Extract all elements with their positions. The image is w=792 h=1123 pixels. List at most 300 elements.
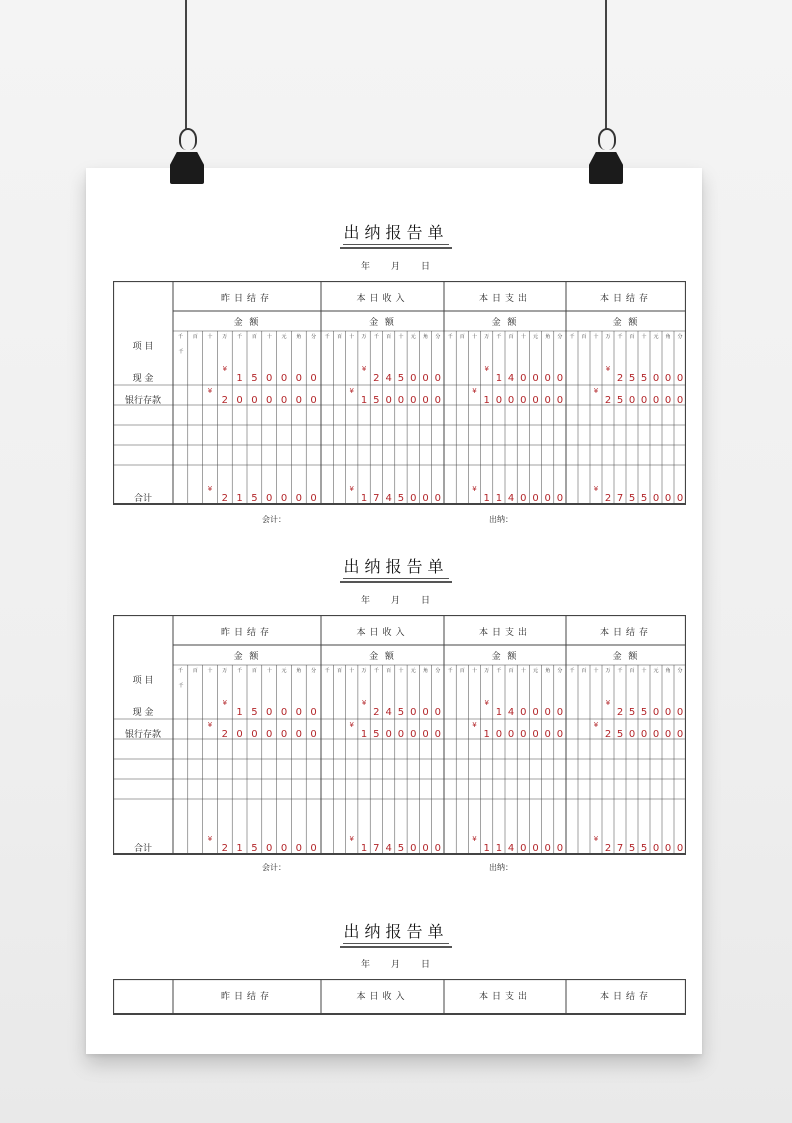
amount-digit: 0 <box>280 373 288 384</box>
amount-digit: 0 <box>495 395 503 406</box>
amount-digit: 0 <box>422 493 429 504</box>
report-table-grid <box>113 615 686 855</box>
amount-digit: 7 <box>616 843 624 854</box>
digit-header: 千 <box>177 668 183 674</box>
amount-digit: 0 <box>640 395 648 406</box>
section-header: 昨日结存 <box>220 992 274 1002</box>
amount-digit: 0 <box>556 729 564 740</box>
amount-digit: 0 <box>310 493 317 504</box>
amount-digit: 0 <box>520 707 527 718</box>
amount-digit: 5 <box>628 707 636 718</box>
amount-digit: 5 <box>397 373 405 384</box>
digit-header: 分 <box>557 334 563 340</box>
amount-label: 金 额 <box>233 318 261 328</box>
amount-digit: 1 <box>236 373 243 384</box>
currency-symbol: ¥ <box>349 387 354 395</box>
amount-digit: 0 <box>664 395 672 406</box>
amount-digit: 0 <box>310 843 317 854</box>
currency-symbol: ¥ <box>593 835 599 843</box>
amount-digit: 5 <box>373 395 380 406</box>
amount-digit: 0 <box>507 729 515 740</box>
digit-header: 十 <box>398 668 404 674</box>
report-table-header <box>113 979 686 1015</box>
digit-header: 分 <box>677 334 683 340</box>
report-table <box>113 281 686 505</box>
amount-digit: 4 <box>385 493 392 504</box>
amount-digit: 0 <box>266 373 273 384</box>
digit-header: 角 <box>665 668 671 674</box>
amount-digit: 2 <box>604 395 612 406</box>
digit-header: 千 <box>569 334 575 340</box>
amount-digit: 1 <box>495 707 503 718</box>
digit-header: 万 <box>361 334 367 340</box>
amount-digit: 5 <box>616 729 624 740</box>
amount-label: 金 额 <box>369 318 396 328</box>
amount-digit: 0 <box>556 843 564 854</box>
currency-symbol: ¥ <box>349 485 354 493</box>
digit-header: 十 <box>641 668 647 674</box>
amount-digit: 0 <box>251 729 258 740</box>
amount-digit: 1 <box>236 493 243 504</box>
amount-digit: 5 <box>373 729 380 740</box>
currency-symbol: ¥ <box>593 485 599 493</box>
amount-digit: 4 <box>385 843 392 854</box>
row-label: 现 金 <box>132 708 154 718</box>
amount-digit: 4 <box>507 493 515 504</box>
amount-digit: 5 <box>251 373 258 384</box>
amount-digit: 0 <box>676 707 684 718</box>
digit-header: 百 <box>251 668 257 674</box>
amount-digit: 0 <box>310 707 317 718</box>
form-date: 年 月 日 <box>360 596 432 606</box>
digit-header: 千 <box>496 334 502 340</box>
amount-digit: 0 <box>532 729 539 740</box>
cashier-label: 出纳： <box>489 515 513 524</box>
digit-header: 十 <box>266 334 272 340</box>
digit-header: 十 <box>520 334 526 340</box>
amount-digit: 0 <box>422 729 429 740</box>
digit-header: 十 <box>207 668 213 674</box>
currency-symbol: ¥ <box>593 721 599 729</box>
amount-digit: 1 <box>360 493 368 504</box>
accountant-label: 会计： <box>262 515 286 524</box>
digit-header: 分 <box>557 668 563 674</box>
digit-header: 万 <box>605 334 611 340</box>
digit-header: 十 <box>593 334 599 340</box>
digit-header: 分 <box>311 668 317 674</box>
digit-header: 十 <box>641 334 647 340</box>
section-header: 昨日结存 <box>220 294 274 304</box>
amount-digit: 2 <box>604 493 612 504</box>
digit-header: 万 <box>222 668 228 674</box>
amount-digit: 5 <box>616 395 624 406</box>
form-date: 年 月 日 <box>360 960 432 970</box>
row-label: 合计 <box>133 844 153 854</box>
currency-symbol: ¥ <box>222 699 228 707</box>
digit-header: 百 <box>459 668 465 674</box>
digit-header: 角 <box>423 668 429 674</box>
form-title: 出纳报告单 <box>0 554 792 583</box>
amount-digit: 0 <box>280 493 288 504</box>
digit-header: 元 <box>410 334 416 340</box>
amount-digit: 0 <box>544 707 551 718</box>
amount-digit: 0 <box>544 373 551 384</box>
digit-header: 万 <box>484 334 490 340</box>
amount-digit: 0 <box>532 707 539 718</box>
digit-header: 角 <box>296 668 302 674</box>
amount-digit: 0 <box>236 729 243 740</box>
item-header: 项 目 <box>132 676 154 686</box>
amount-digit: 1 <box>495 843 503 854</box>
amount-digit: 2 <box>221 395 228 406</box>
digit-header: 十 <box>349 334 355 340</box>
amount-digit: 0 <box>410 707 417 718</box>
hanging-wire-right <box>605 0 607 130</box>
amount-digit: 5 <box>628 493 636 504</box>
amount-digit: 0 <box>532 843 539 854</box>
digit-header: 百 <box>192 334 198 340</box>
amount-digit: 0 <box>385 395 392 406</box>
amount-digit: 0 <box>236 395 243 406</box>
amount-digit: 1 <box>483 843 490 854</box>
amount-digit: 0 <box>385 729 392 740</box>
amount-digit: 2 <box>373 373 380 384</box>
amount-digit: 5 <box>628 843 636 854</box>
row-label: 银行存款 <box>124 396 162 406</box>
amount-digit: 0 <box>280 843 288 854</box>
digit-header: 十 <box>520 668 526 674</box>
digit-header: 万 <box>361 668 367 674</box>
amount-digit: 2 <box>604 843 612 854</box>
amount-digit: 0 <box>520 493 527 504</box>
currency-symbol: ¥ <box>207 835 213 843</box>
cashier-label: 出纳： <box>489 863 513 872</box>
section-header: 本日支出 <box>478 992 532 1002</box>
amount-digit: 0 <box>520 373 527 384</box>
amount-label: 金 额 <box>612 652 640 662</box>
amount-digit: 1 <box>483 395 490 406</box>
amount-digit: 0 <box>434 707 442 718</box>
digit-header: 千 <box>324 334 330 340</box>
amount-digit: 0 <box>310 729 317 740</box>
hanging-wire-left <box>185 0 187 130</box>
digit-header: 千 <box>237 334 243 340</box>
binder-clip-right <box>589 128 623 186</box>
digit-header: 分 <box>435 668 441 674</box>
form-title: 出纳报告单 <box>0 220 792 249</box>
amount-digit: 0 <box>422 707 429 718</box>
amount-digit: 2 <box>616 707 624 718</box>
section-header: 昨日结存 <box>220 628 274 638</box>
row-label: 合计 <box>133 494 153 504</box>
amount-digit: 0 <box>434 373 442 384</box>
amount-digit: 5 <box>640 373 648 384</box>
amount-digit: 0 <box>628 729 636 740</box>
amount-digit: 0 <box>676 493 684 504</box>
amount-digit: 2 <box>616 373 624 384</box>
digit-header: 千 <box>373 668 379 674</box>
section-header: 本日收入 <box>356 294 409 304</box>
digit-header: 千 <box>177 334 183 340</box>
digit-header: 百 <box>508 334 514 340</box>
amount-digit: 0 <box>664 373 672 384</box>
amount-digit: 1 <box>360 395 368 406</box>
amount-digit: 5 <box>251 493 258 504</box>
row-label: 银行存款 <box>124 730 162 740</box>
section-header: 本日支出 <box>478 628 532 638</box>
currency-symbol: ¥ <box>207 485 213 493</box>
currency-symbol: ¥ <box>605 365 611 373</box>
amount-digit: 2 <box>221 493 228 504</box>
section-header: 本日收入 <box>356 628 409 638</box>
amount-digit: 0 <box>520 395 527 406</box>
digit-header: 千 <box>569 668 575 674</box>
amount-digit: 0 <box>434 395 442 406</box>
amount-digit: 0 <box>676 373 684 384</box>
amount-digit: 0 <box>544 843 551 854</box>
amount-digit: 4 <box>507 373 515 384</box>
currency-symbol: ¥ <box>472 387 477 395</box>
amount-digit: 4 <box>385 707 392 718</box>
amount-digit: 0 <box>652 395 660 406</box>
amount-digit: 0 <box>410 729 417 740</box>
digit-header: 元 <box>653 334 659 340</box>
digit-header: 百 <box>459 334 465 340</box>
digit-header: 元 <box>532 668 539 674</box>
row-label: 现 金 <box>132 374 154 384</box>
amount-digit: 0 <box>410 373 417 384</box>
amount-digit: 0 <box>556 395 564 406</box>
amount-digit: 7 <box>616 493 624 504</box>
digit-header: 千 <box>237 668 243 674</box>
currency-symbol: ¥ <box>605 699 611 707</box>
amount-label: 金 额 <box>491 652 519 662</box>
digit-header: 百 <box>629 668 635 674</box>
amount-digit: 0 <box>295 707 302 718</box>
amount-digit: 0 <box>295 843 302 854</box>
digit-header: 百 <box>508 668 514 674</box>
digit-header: 百 <box>581 334 587 340</box>
amount-digit: 0 <box>434 493 442 504</box>
amount-digit: 4 <box>385 373 392 384</box>
digit-header: 角 <box>423 334 429 340</box>
digit-header: 十 <box>471 668 478 674</box>
amount-digit: 0 <box>266 707 273 718</box>
amount-digit: 0 <box>280 729 288 740</box>
amount-digit: 5 <box>640 707 648 718</box>
amount-digit: 0 <box>422 843 429 854</box>
amount-digit: 0 <box>664 843 672 854</box>
digit-header: 百 <box>629 334 635 340</box>
currency-symbol: ¥ <box>472 835 477 843</box>
amount-digit: 1 <box>360 843 368 854</box>
amount-digit: 2 <box>221 729 228 740</box>
form-title: 出纳报告单 <box>0 919 792 948</box>
digit-header: 百 <box>336 668 342 674</box>
amount-digit: 0 <box>676 729 684 740</box>
amount-digit: 0 <box>266 729 273 740</box>
digit-header: 百 <box>386 668 392 674</box>
digit-header: 元 <box>532 334 539 340</box>
amount-digit: 1 <box>495 493 503 504</box>
section-header: 本日结存 <box>599 628 653 638</box>
digit-header: 元 <box>410 668 416 674</box>
currency-symbol: ¥ <box>472 485 477 493</box>
currency-symbol: ¥ <box>222 365 228 373</box>
amount-digit: 0 <box>532 373 539 384</box>
accountant-label: 会计： <box>262 863 286 872</box>
amount-digit: 0 <box>295 729 302 740</box>
digit-header: 角 <box>296 334 302 340</box>
amount-digit: 0 <box>628 395 636 406</box>
amount-digit: 0 <box>520 729 527 740</box>
amount-digit: 0 <box>544 729 551 740</box>
amount-digit: 0 <box>556 493 564 504</box>
amount-digit: 0 <box>544 493 551 504</box>
currency-symbol: ¥ <box>361 365 367 373</box>
amount-digit: 0 <box>652 373 660 384</box>
amount-digit: 5 <box>640 493 648 504</box>
form-date: 年 月 日 <box>360 262 432 272</box>
amount-digit: 5 <box>628 373 636 384</box>
amount-digit: 0 <box>556 707 564 718</box>
currency-symbol: ¥ <box>349 721 354 729</box>
currency-symbol: ¥ <box>484 365 489 373</box>
digit-header: 百 <box>581 668 587 674</box>
report-table-partial <box>113 979 686 1015</box>
amount-digit: 0 <box>266 493 273 504</box>
amount-digit: 0 <box>556 373 564 384</box>
amount-digit: 0 <box>295 395 302 406</box>
digit-header: 分 <box>435 334 441 340</box>
amount-digit: 0 <box>266 395 273 406</box>
currency-symbol: ¥ <box>472 721 477 729</box>
digit-header: 千 <box>178 683 184 689</box>
digit-header: 千 <box>617 668 623 674</box>
currency-symbol: ¥ <box>207 387 213 395</box>
digit-header: 千 <box>496 668 502 674</box>
amount-digit: 0 <box>434 843 442 854</box>
digit-header: 千 <box>617 334 623 340</box>
amount-digit: 5 <box>640 843 648 854</box>
digit-header: 角 <box>545 334 551 340</box>
section-header: 本日结存 <box>599 294 653 304</box>
currency-symbol: ¥ <box>484 699 489 707</box>
amount-digit: 0 <box>434 729 442 740</box>
amount-digit: 0 <box>397 729 405 740</box>
amount-digit: 5 <box>397 843 405 854</box>
amount-digit: 2 <box>604 729 612 740</box>
digit-header: 元 <box>281 334 287 340</box>
currency-symbol: ¥ <box>349 835 354 843</box>
amount-digit: 0 <box>652 707 660 718</box>
report-table-grid <box>113 281 686 505</box>
amount-digit: 0 <box>664 493 672 504</box>
amount-label: 金 额 <box>233 652 261 662</box>
amount-digit: 0 <box>295 373 302 384</box>
digit-header: 千 <box>324 668 330 674</box>
amount-digit: 0 <box>640 729 648 740</box>
amount-digit: 0 <box>664 729 672 740</box>
digit-header: 千 <box>447 668 453 674</box>
amount-digit: 0 <box>664 707 672 718</box>
currency-symbol: ¥ <box>207 721 213 729</box>
amount-digit: 2 <box>221 843 228 854</box>
amount-digit: 0 <box>310 395 317 406</box>
digit-header: 万 <box>222 334 228 340</box>
amount-digit: 0 <box>544 395 551 406</box>
digit-header: 万 <box>605 668 611 674</box>
currency-symbol: ¥ <box>361 699 367 707</box>
digit-header: 千 <box>178 349 184 355</box>
digit-header: 元 <box>653 668 659 674</box>
amount-digit: 0 <box>410 493 417 504</box>
digit-header: 万 <box>484 668 490 674</box>
amount-digit: 0 <box>652 843 660 854</box>
digit-header: 百 <box>386 334 392 340</box>
amount-digit: 0 <box>507 395 515 406</box>
amount-digit: 5 <box>251 843 258 854</box>
amount-digit: 0 <box>397 395 405 406</box>
report-table <box>113 615 686 855</box>
amount-digit: 0 <box>310 373 317 384</box>
amount-digit: 1 <box>483 493 490 504</box>
amount-digit: 0 <box>251 395 258 406</box>
amount-digit: 1 <box>236 707 243 718</box>
digit-header: 千 <box>447 334 453 340</box>
amount-digit: 4 <box>507 843 515 854</box>
digit-header: 元 <box>281 668 287 674</box>
amount-digit: 5 <box>397 707 405 718</box>
digit-header: 千 <box>373 334 379 340</box>
amount-digit: 1 <box>360 729 368 740</box>
amount-digit: 0 <box>520 843 527 854</box>
amount-digit: 5 <box>251 707 258 718</box>
amount-digit: 4 <box>507 707 515 718</box>
digit-header: 十 <box>349 668 355 674</box>
digit-header: 十 <box>266 668 272 674</box>
amount-digit: 1 <box>495 373 503 384</box>
digit-header: 百 <box>251 334 257 340</box>
amount-digit: 5 <box>397 493 405 504</box>
currency-symbol: ¥ <box>593 387 599 395</box>
digit-header: 十 <box>593 668 599 674</box>
binder-clip-left <box>170 128 204 186</box>
item-header: 项 目 <box>132 342 154 352</box>
amount-digit: 0 <box>676 395 684 406</box>
amount-digit: 0 <box>266 843 273 854</box>
digit-header: 十 <box>207 334 213 340</box>
amount-digit: 0 <box>532 493 539 504</box>
amount-digit: 1 <box>483 729 490 740</box>
amount-digit: 7 <box>373 843 380 854</box>
amount-label: 金 额 <box>612 318 640 328</box>
amount-digit: 2 <box>373 707 380 718</box>
digit-header: 百 <box>192 668 198 674</box>
digit-header: 十 <box>471 334 478 340</box>
amount-digit: 0 <box>295 493 302 504</box>
amount-digit: 0 <box>410 395 417 406</box>
amount-digit: 0 <box>676 843 684 854</box>
amount-label: 金 额 <box>369 652 396 662</box>
digit-header: 分 <box>677 668 683 674</box>
amount-digit: 0 <box>280 707 288 718</box>
digit-header: 角 <box>545 668 551 674</box>
digit-header: 百 <box>336 334 342 340</box>
amount-digit: 0 <box>422 373 429 384</box>
amount-digit: 0 <box>280 395 288 406</box>
amount-digit: 0 <box>495 729 503 740</box>
